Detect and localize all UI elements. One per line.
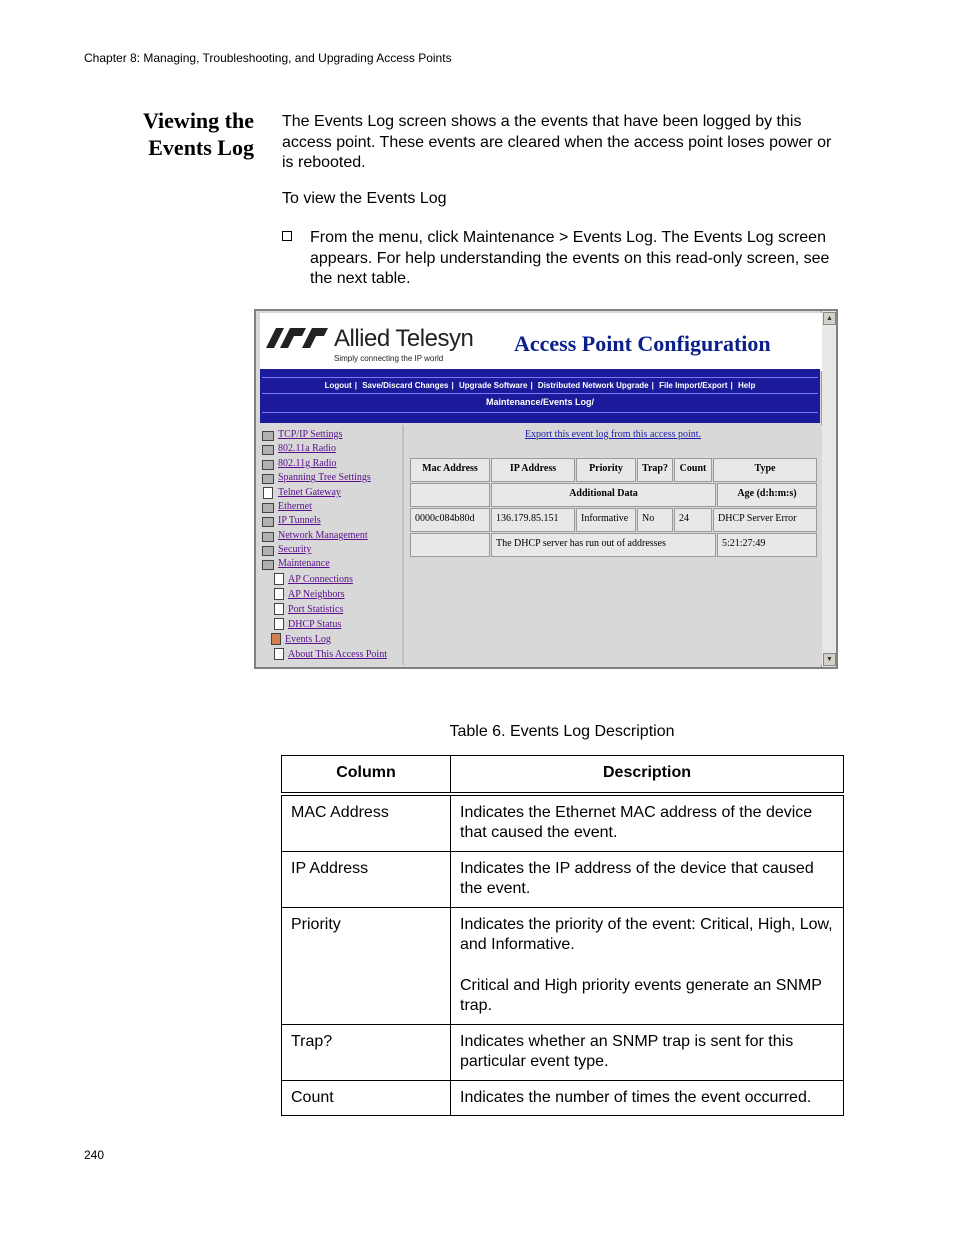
table-row bbox=[282, 1080, 844, 1116]
side-nav-ethernet[interactable]: Ethernet bbox=[278, 501, 312, 512]
side-nav-ip-tunnels[interactable]: IP Tunnels bbox=[278, 515, 321, 526]
intro-paragraph: The Events Log screen shows a the events that have been logged by this access point. These events are cleared when the access point loses power or is rebooted. bbox=[282, 113, 832, 171]
table-cell-description: Indicates the IP address of the device that caused the event. bbox=[451, 851, 844, 907]
table-cell-column: MAC Address bbox=[282, 794, 451, 852]
nav-divider bbox=[262, 412, 818, 413]
screenshot-header bbox=[260, 313, 822, 371]
table-header-column: Column bbox=[282, 756, 451, 794]
steps-lead: To view the Events Log bbox=[282, 190, 447, 207]
nav-save-discard-link[interactable]: Save/Discard Changes bbox=[362, 381, 449, 390]
step-text: From the menu, click Maintenance > Events Log. The Events Log screen appears. For help understanding the events on this read-only screen, see the next table. bbox=[310, 229, 830, 287]
side-nav-ap-connections[interactable]: AP Connections bbox=[288, 574, 353, 585]
nav-file-import-export-link[interactable]: File Import/Export bbox=[659, 381, 728, 390]
folder-icon bbox=[262, 532, 274, 542]
scroll-down-icon: ▼ bbox=[823, 653, 836, 666]
log-cell-count: 24 bbox=[674, 508, 712, 532]
table-header-description: Description bbox=[451, 756, 844, 794]
document-icon bbox=[271, 633, 281, 645]
document-icon bbox=[274, 588, 284, 600]
nav-divider bbox=[262, 377, 818, 378]
logo-name: Allied Telesyn bbox=[334, 325, 474, 352]
side-nav-events-log[interactable]: Events Log bbox=[285, 634, 331, 645]
logo-tagline: Simply connecting the IP world bbox=[334, 354, 444, 363]
section-heading bbox=[100, 107, 254, 161]
nav-help-link[interactable]: Help bbox=[738, 381, 756, 390]
log-header-count: Count bbox=[674, 458, 712, 482]
events-log-description-table bbox=[281, 755, 844, 1116]
log-cell-type: DHCP Server Error bbox=[713, 508, 817, 532]
table-row bbox=[282, 907, 844, 1024]
log-header-additional-data: Additional Data bbox=[491, 483, 716, 507]
events-log-screenshot bbox=[254, 309, 838, 669]
running-header: Chapter 8: Managing, Troubleshooting, and Upgrading Access Points bbox=[84, 51, 452, 65]
side-nav-maintenance[interactable]: Maintenance bbox=[278, 558, 330, 569]
side-nav-telnet[interactable]: Telnet Gateway bbox=[278, 487, 341, 498]
folder-icon bbox=[262, 445, 274, 455]
document-icon bbox=[274, 648, 284, 660]
folder-icon bbox=[262, 460, 274, 470]
side-nav-network-management[interactable]: Network Management bbox=[278, 530, 368, 541]
nav-distributed-upgrade-link[interactable]: Distributed Network Upgrade bbox=[537, 381, 649, 390]
table-row bbox=[282, 794, 844, 852]
nav-upgrade-software-link[interactable]: Upgrade Software bbox=[458, 381, 528, 390]
table-cell-column: Count bbox=[282, 1080, 451, 1116]
folder-icon bbox=[262, 546, 274, 556]
open-folder-icon bbox=[262, 560, 274, 570]
log-cell-ip: 136.179.85.151 bbox=[491, 508, 575, 532]
top-nav-bar bbox=[260, 369, 820, 423]
log-cell-age: 5:21:27:49 bbox=[717, 533, 817, 557]
table-cell-column: Priority bbox=[282, 907, 451, 1024]
table-cell-description: Indicates the number of times the event occurred. bbox=[451, 1080, 844, 1116]
log-cell-mac: 0000c084b80d bbox=[410, 508, 490, 532]
document-icon bbox=[274, 573, 284, 585]
table-row bbox=[282, 851, 844, 907]
log-header-blank bbox=[410, 483, 490, 507]
nav-logout-link[interactable]: Logout bbox=[324, 381, 352, 390]
folder-icon bbox=[262, 474, 274, 484]
log-header-ip: IP Address bbox=[491, 458, 575, 482]
side-nav-tcpip[interactable]: TCP/IP Settings bbox=[278, 429, 343, 440]
table-caption: Table 6. Events Log Description bbox=[449, 723, 675, 740]
nav-links: Logout | Save/Discard Changes | Upgrade Software | Distributed Network Upgrade | File Import/Export | Help bbox=[324, 381, 756, 390]
table-cell-column: IP Address bbox=[282, 851, 451, 907]
export-log-link[interactable]: Export this event log from this access point. bbox=[524, 429, 702, 440]
nav-breadcrumb: Maintenance/Events Log/ bbox=[485, 397, 595, 407]
document-icon bbox=[263, 487, 273, 499]
scroll-up-icon: ▲ bbox=[823, 312, 836, 325]
section-heading-line-2: Events Log bbox=[148, 135, 254, 160]
document-icon bbox=[274, 603, 284, 615]
log-header-type: Type bbox=[713, 458, 817, 482]
side-nav-about-ap[interactable]: About This Access Point bbox=[288, 649, 387, 660]
nav-divider bbox=[262, 393, 818, 394]
side-nav-security[interactable]: Security bbox=[278, 544, 312, 555]
section-heading-line-1: Viewing the bbox=[142, 108, 254, 133]
table-cell-description: Indicates the priority of the event: Critical, High, Low, and Informative. Critical and High priority events generate an SNMP trap. bbox=[451, 907, 844, 1024]
side-nav-80211g[interactable]: 802.11g Radio bbox=[278, 458, 337, 469]
log-header-age: Age (d:h:m:s) bbox=[717, 483, 817, 507]
page-number: 240 bbox=[84, 1148, 105, 1162]
allied-telesyn-logo-icon bbox=[266, 328, 330, 348]
folder-icon bbox=[262, 503, 274, 513]
log-cell-additional-data: The DHCP server has run out of addresses bbox=[491, 533, 716, 557]
screenshot-scrollbar bbox=[821, 311, 836, 667]
side-nav-port-statistics[interactable]: Port Statistics bbox=[288, 604, 344, 615]
table-cell-description: Indicates the Ethernet MAC address of the device that caused the event. bbox=[451, 794, 844, 852]
events-log-content bbox=[402, 425, 822, 665]
table-cell-column: Trap? bbox=[282, 1024, 451, 1080]
folder-icon bbox=[262, 431, 274, 441]
table-header-row bbox=[282, 756, 844, 794]
side-nav-80211a[interactable]: 802.11a Radio bbox=[278, 443, 336, 454]
log-cell-blank bbox=[410, 533, 490, 557]
table-row bbox=[282, 1024, 844, 1080]
side-nav-spanning-tree[interactable]: Spanning Tree Settings bbox=[278, 472, 371, 483]
log-cell-priority: Informative bbox=[576, 508, 636, 532]
checkbox-bullet-icon bbox=[282, 231, 292, 241]
log-header-trap: Trap? bbox=[637, 458, 673, 482]
log-header-priority: Priority bbox=[576, 458, 636, 482]
side-nav-ap-neighbors[interactable]: AP Neighbors bbox=[288, 589, 345, 600]
folder-icon bbox=[262, 517, 274, 527]
table-cell-description: Indicates whether an SNMP trap is sent for this particular event type. bbox=[451, 1024, 844, 1080]
side-nav bbox=[260, 427, 402, 663]
log-header-mac: Mac Address bbox=[410, 458, 490, 482]
side-nav-dhcp-status[interactable]: DHCP Status bbox=[288, 619, 342, 630]
log-cell-trap: No bbox=[637, 508, 673, 532]
document-icon bbox=[274, 618, 284, 630]
app-title: Access Point Configuration bbox=[514, 331, 771, 356]
